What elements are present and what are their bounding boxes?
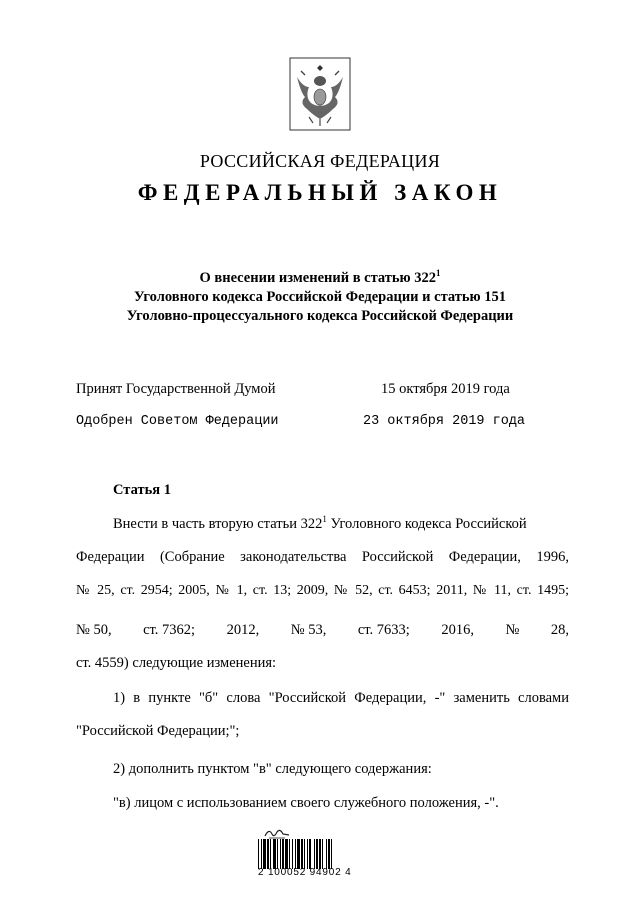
barcode-bar <box>314 839 315 869</box>
law-title-line-3: Уголовно-процессуального кодекса Российской Федерации <box>126 308 514 324</box>
article-1-heading: Статья 1 <box>113 482 171 498</box>
barcode-bar <box>319 839 321 869</box>
citation-part: ст. 7633; <box>357 622 410 638</box>
citation-part: 2012, <box>226 622 260 638</box>
signature-stamp-icon <box>263 826 291 840</box>
barcode-bar <box>326 839 327 869</box>
article-1-line-5: ст. 4559) следующие изменения: <box>76 655 277 671</box>
barcode-bar <box>263 839 266 869</box>
law-title-line-1-text: О внесении изменений в статью 322 <box>199 270 437 286</box>
barcode-number: 2 100052 94902 4 <box>258 867 352 878</box>
citation-part: ст. 7362; <box>143 622 196 638</box>
law-title-line-2: Уголовного кодекса Российской Федерации и статью 151 <box>133 289 506 305</box>
barcode-bar <box>328 839 330 869</box>
citation-part: № 50, <box>76 622 112 638</box>
article-1-line-1-pre: Внести в часть вторую статьи 322 <box>113 516 323 532</box>
barcode-bar <box>282 839 284 869</box>
barcode-icon <box>258 839 374 869</box>
barcode-bar <box>316 839 318 869</box>
item-2: 2) дополнить пунктом "в" следующего содержания: <box>113 761 432 777</box>
document-type: ФЕДЕРАЛЬНЫЙ ЗАКОН <box>137 180 503 205</box>
item-1-line-2: "Российской Федерации;"; <box>76 723 240 739</box>
article-1-line-4 <box>76 622 569 639</box>
barcode-bar <box>267 839 269 869</box>
barcode-bar <box>270 839 271 869</box>
law-title-line-1 <box>0 269 640 288</box>
article-1-superscript: 1 <box>322 514 327 525</box>
law-title <box>0 269 640 326</box>
barcode-bar <box>331 839 332 869</box>
barcode-bar <box>322 839 323 869</box>
duma-date: 15 октября 2019 года <box>381 381 510 397</box>
council-date: 23 октября 2019 года <box>363 414 526 429</box>
barcode-bar <box>307 839 308 869</box>
citation-part: № <box>505 622 520 638</box>
barcode-bar <box>261 839 262 869</box>
item-2-quote: "в) лицом с использованием своего служебного положения, -". <box>113 795 499 811</box>
law-title-superscript: 1 <box>436 268 441 279</box>
barcode-bar <box>277 839 278 869</box>
barcode-bar <box>273 839 276 869</box>
barcode-bar <box>280 839 281 869</box>
barcode-bar <box>297 839 300 869</box>
barcode-bar <box>309 839 311 869</box>
citation-part: № 53, <box>290 622 327 638</box>
item-1-line-1: 1) в пункте "б" слова "Российской Федерации, -" заменить словами <box>113 690 569 706</box>
barcode-bar <box>292 839 293 869</box>
article-1-line-1 <box>113 516 569 533</box>
article-1-line-1-post: Уголовного кодекса Российской <box>326 516 527 532</box>
barcode-bar <box>285 839 288 869</box>
barcode-bar <box>258 839 259 869</box>
council-label: Одобрен Советом Федерации <box>76 414 279 429</box>
barcode-bar <box>295 839 296 869</box>
duma-label: Принят Государственной Думой <box>76 381 276 397</box>
barcode-bar <box>301 839 303 869</box>
article-1-line-3: № 25, ст. 2954; 2005, № 1, ст. 13; 2009, № 52, ст. 6453; 2011, № 11, ст. 1495; <box>76 583 569 598</box>
country-name: РОССИЙСКАЯ ФЕДЕРАЦИЯ <box>199 151 441 171</box>
article-1-line-1-pre-wrap <box>113 516 527 533</box>
russian-coat-of-arms-icon <box>289 57 351 131</box>
citation-part: 2016, <box>441 622 474 638</box>
barcode-bar <box>304 839 305 869</box>
citation-part: 28, <box>550 622 569 638</box>
barcode-bar <box>289 839 290 869</box>
article-1-line-2: Федерации (Собрание законодательства Российской Федерации, 1996, <box>76 549 569 565</box>
